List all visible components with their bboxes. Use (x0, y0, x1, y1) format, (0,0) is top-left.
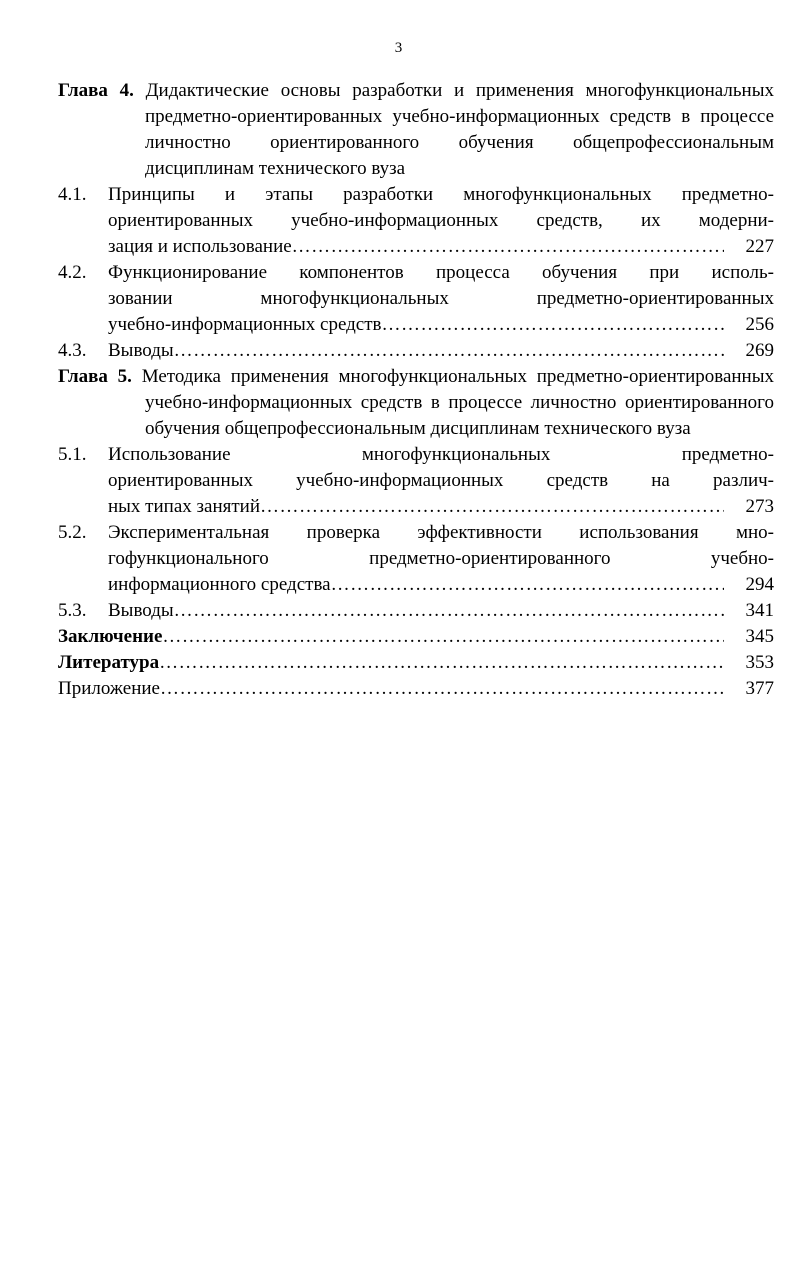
entry-line: Принципы и этапы разработки многофункциональных предметно- (108, 184, 774, 205)
chapter-5-label: Глава 5. (58, 366, 132, 387)
toc-entry-4-2[interactable] (58, 260, 774, 338)
entry-line: Выводы (108, 600, 174, 621)
entry-line: ориентированных учебно-информационных средств на различ- (108, 470, 774, 491)
chapter-4-label: Глава 4. (58, 80, 134, 101)
page-ref: 377 (745, 678, 774, 699)
page-ref: 353 (745, 652, 774, 673)
leader-dots (174, 338, 724, 364)
page-ref: 273 (745, 496, 774, 517)
section-number: 4.1. (58, 184, 87, 205)
toc-entry-conclusion[interactable] (58, 624, 774, 650)
toc-entry-appendix[interactable] (58, 676, 774, 702)
page-ref: 341 (745, 600, 774, 621)
chapter-4-title: Дидактические основы разработки и применения многофункциональных предметно-ориентированных учебно-информационных средств в процессе личностно ориентированного обучения общепрофессиональным дисциплинам технического вуза (133, 80, 774, 179)
page-ref: 256 (745, 314, 774, 335)
entry-line: ориентированных учебно-информационных средств, их модерни- (108, 210, 774, 231)
leader-dots (382, 312, 724, 338)
entry-line: гофункционального предметно-ориентированного учебно- (108, 548, 774, 569)
entry-line: зация и использование (108, 236, 292, 257)
leader-dots (260, 494, 724, 520)
entry-line: информационного средства (108, 574, 331, 595)
leader-dots (159, 650, 724, 676)
entry-line: Заключение (58, 626, 163, 647)
table-of-contents (58, 78, 774, 702)
page-ref: 294 (745, 574, 774, 595)
leader-dots (174, 598, 724, 624)
chapter-5-title: Методика применения многофункциональных предметно-ориентированных учебно-информационных средств в процессе личностно ориентированного обучения общепрофессиональным дисциплинам технического вуза (131, 366, 774, 439)
entry-line: Литература (58, 652, 160, 673)
entry-line: зовании многофункциональных предметно-ориентированных (108, 288, 774, 309)
leader-dots (331, 572, 724, 598)
chapter-5-heading (58, 364, 774, 442)
leader-dots (162, 624, 724, 650)
page-ref: 345 (745, 626, 774, 647)
entry-line: Приложение (58, 678, 160, 699)
entry-line: Функционирование компонентов процесса обучения при исполь- (108, 262, 774, 283)
leader-dots (160, 676, 724, 702)
entry-line: учебно-информационных средств (108, 314, 382, 335)
page-number: 3 (394, 40, 403, 56)
entry-line: Использование многофункциональных предметно- (108, 444, 774, 465)
toc-entry-literature[interactable] (58, 650, 774, 676)
entry-line: ных типах занятий (108, 496, 260, 517)
section-number: 4.3. (58, 340, 87, 361)
entry-line: Выводы (108, 340, 174, 361)
toc-entry-5-1[interactable] (58, 442, 774, 520)
section-number: 5.1. (58, 444, 87, 465)
toc-entry-4-1[interactable] (58, 182, 774, 260)
entry-line: Экспериментальная проверка эффективности использования мно- (108, 522, 774, 543)
leader-dots (292, 234, 724, 260)
section-number: 5.3. (58, 600, 87, 621)
page-ref: 227 (745, 236, 774, 257)
toc-entry-4-3[interactable] (58, 338, 774, 364)
chapter-4-heading (58, 78, 774, 182)
section-number: 5.2. (58, 522, 87, 543)
section-number: 4.2. (58, 262, 87, 283)
toc-entry-5-2[interactable] (58, 520, 774, 598)
toc-entry-5-3[interactable] (58, 598, 774, 624)
page-ref: 269 (745, 340, 774, 361)
